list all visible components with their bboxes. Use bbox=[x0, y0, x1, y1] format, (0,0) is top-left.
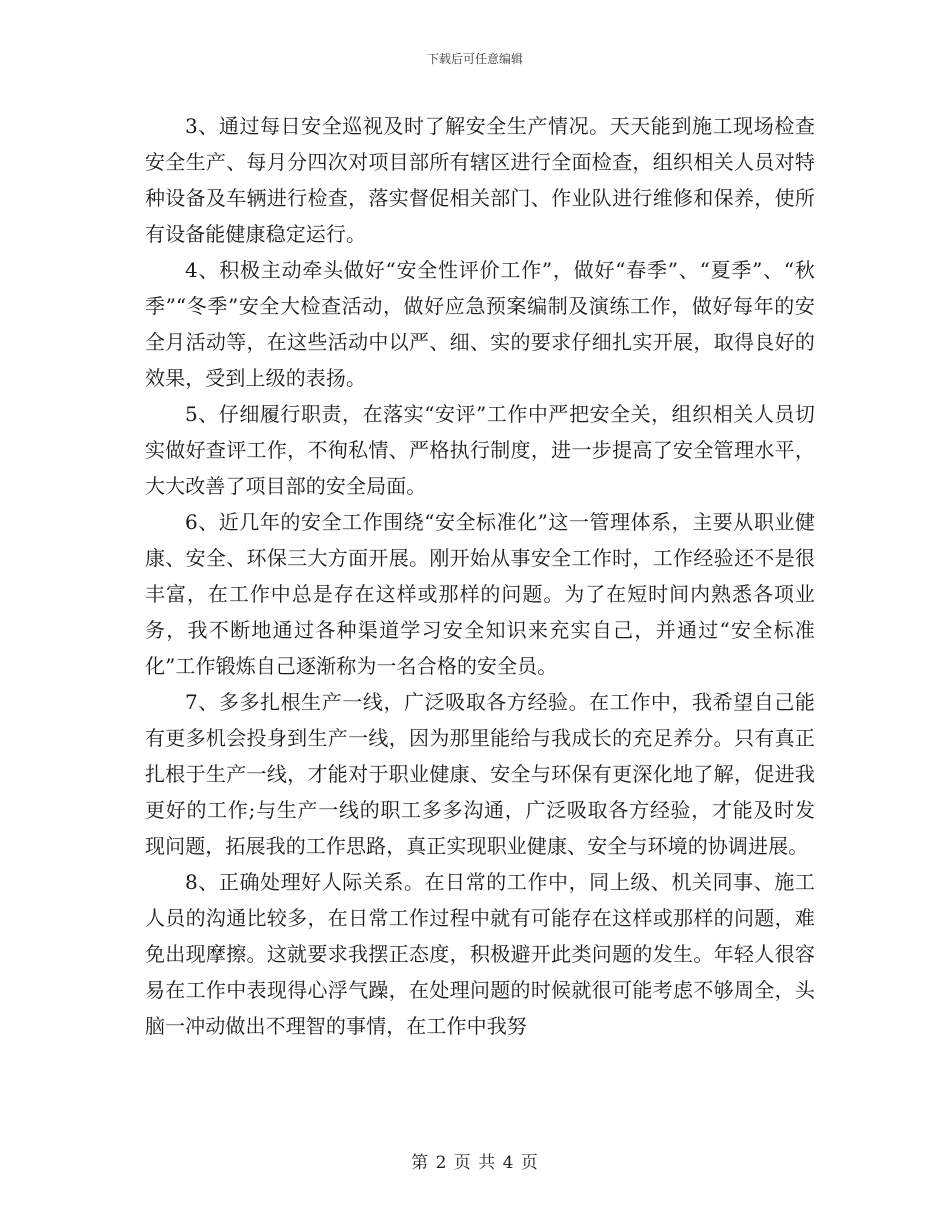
page-number: 第 2 页 共 4 页 bbox=[411, 1153, 539, 1173]
paragraph-8: 8、正确处理好人际关系。在日常的工作中，同上级、机关同事、施工人员的沟通比较多，在日常工作过程中就有可能存在这样或那样的问题，难免出现摩擦。这就要求我摆正态度，积极避开此类问题的发生。年轻人很容易在工作中表现得心浮气躁，在处理问题的时候就很可能考虑不够周全，头脑一冲动做出不理智的事情，在工作中我努 bbox=[145, 870, 815, 1038]
paragraph-7: 7、多多扎根生产一线，广泛吸取各方经验。在工作中，我希望自己能有更多机会投身到生产一线，因为那里能给与我成长的充足养分。只有真正扎根于生产一线，才能对于职业健康、安全与环保有更深化地了解，促进我更好的工作;与生产一线的职工多多沟通，广泛吸取各方经验，才能及时发现问题，拓展我的工作思路，真正实现职业健康、安全与环境的协调进展。 bbox=[145, 690, 815, 858]
paragraph-3: 3、通过每日安全巡视及时了解安全生产情况。天天能到施工现场检查安全生产、每月分四次对项目部所有辖区进行全面检查，组织相关人员对特种设备及车辆进行检查，落实督促相关部门、作业队进行维修和保养，使所有设备能健康稳定运行。 bbox=[145, 114, 815, 246]
paragraph-5: 5、仔细履行职责，在落实“安评”工作中严把安全关，组织相关人员切实做好查评工作，不徇私情、严格执行制度，进一步提高了安全管理水平，大大改善了项目部的安全局面。 bbox=[145, 402, 815, 498]
paragraph-6: 6、近几年的安全工作围绕“安全标准化”这一管理体系，主要从职业健康、安全、环保三大方面开展。刚开始从事安全工作时，工作经验还不是很丰富，在工作中总是存在这样或那样的问题。为了在短时间内熟悉各项业务，我不断地通过各种渠道学习安全知识来充实自己，并通过“安全标准化”工作锻炼自己逐渐称为一名合格的安全员。 bbox=[145, 510, 815, 678]
page-header-note: 下载后可任意编辑 bbox=[426, 52, 523, 66]
paragraph-4: 4、积极主动牵头做好“安全性评价工作”，做好“春季”、“夏季”、“秋季”“冬季”安全大检查活动，做好应急预案编制及演练工作，做好每年的安全月活动等，在这些活动中以严、细、实的要求仔细扎实开展，取得良好的效果，受到上级的表扬。 bbox=[145, 258, 815, 390]
document-body bbox=[145, 108, 815, 1044]
